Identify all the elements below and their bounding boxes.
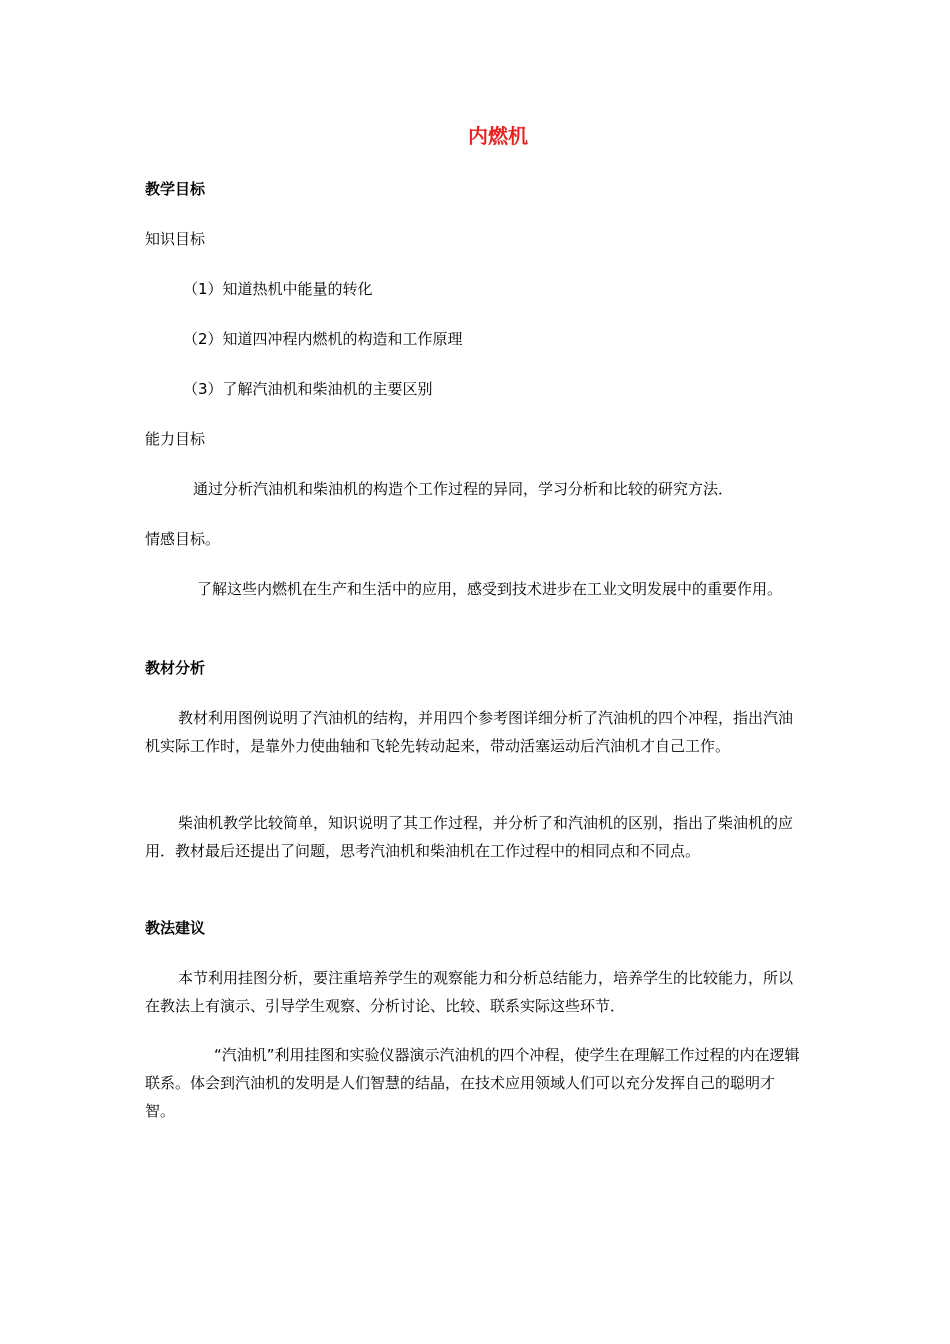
knowledge-goal-item: （3）了解汽油机和柴油机的主要区别 (183, 380, 433, 398)
document-title: 内燃机 (468, 124, 528, 148)
emotion-goals-label: 情感目标。 (145, 530, 221, 548)
section-heading-teaching-goals: 教学目标 (145, 180, 206, 198)
teaching-suggestion-paragraph: “汽油机”利用挂图和实验仪器演示汽油机的四个冲程，使学生在理解工作过程的内在逻辑联系。体会到汽油机的发明是人们智慧的结晶，在技术应用领域人们可以充分发挥自己的聪明才智。 (145, 1046, 800, 1120)
material-analysis-paragraph: 教材利用图例说明了汽油机的结构，并用四个参考图详细分析了汽油机的四个冲程，指出汽油机实际工作时，是靠外力使曲轴和飞轮先转动起来，带动活塞运动后汽油机才自己工作。 (145, 709, 794, 755)
material-analysis-paragraph: 柴油机教学比较简单，知识说明了其工作过程，并分析了和汽油机的区别，指出了柴油机的应用．教材最后还提出了问题，思考汽油机和柴油机在工作过程中的相同点和不同点。 (145, 814, 794, 860)
knowledge-goal-item: （2）知道四冲程内燃机的构造和工作原理 (183, 330, 463, 348)
emotion-goals-text: 了解这些内燃机在生产和生活中的应用，感受到技术进步在工业文明发展中的重要作用。 (197, 580, 783, 598)
section-heading-teaching-suggestions: 教法建议 (145, 919, 206, 937)
ability-goals-text: 通过分析汽油机和柴油机的构造个工作过程的异同，学习分析和比较的研究方法． (193, 480, 734, 498)
knowledge-goal-item: （1）知道热机中能量的转化 (183, 280, 373, 298)
teaching-suggestion-paragraph: 本节利用挂图分析，要注重培养学生的观察能力和分析总结能力，培养学生的比较能力，所以在教法上有演示、引导学生观察、分析讨论、比较、联系实际这些环节． (145, 969, 794, 1015)
section-heading-material-analysis: 教材分析 (145, 659, 206, 677)
knowledge-goals-label: 知识目标 (145, 230, 206, 248)
ability-goals-label: 能力目标 (145, 430, 206, 448)
